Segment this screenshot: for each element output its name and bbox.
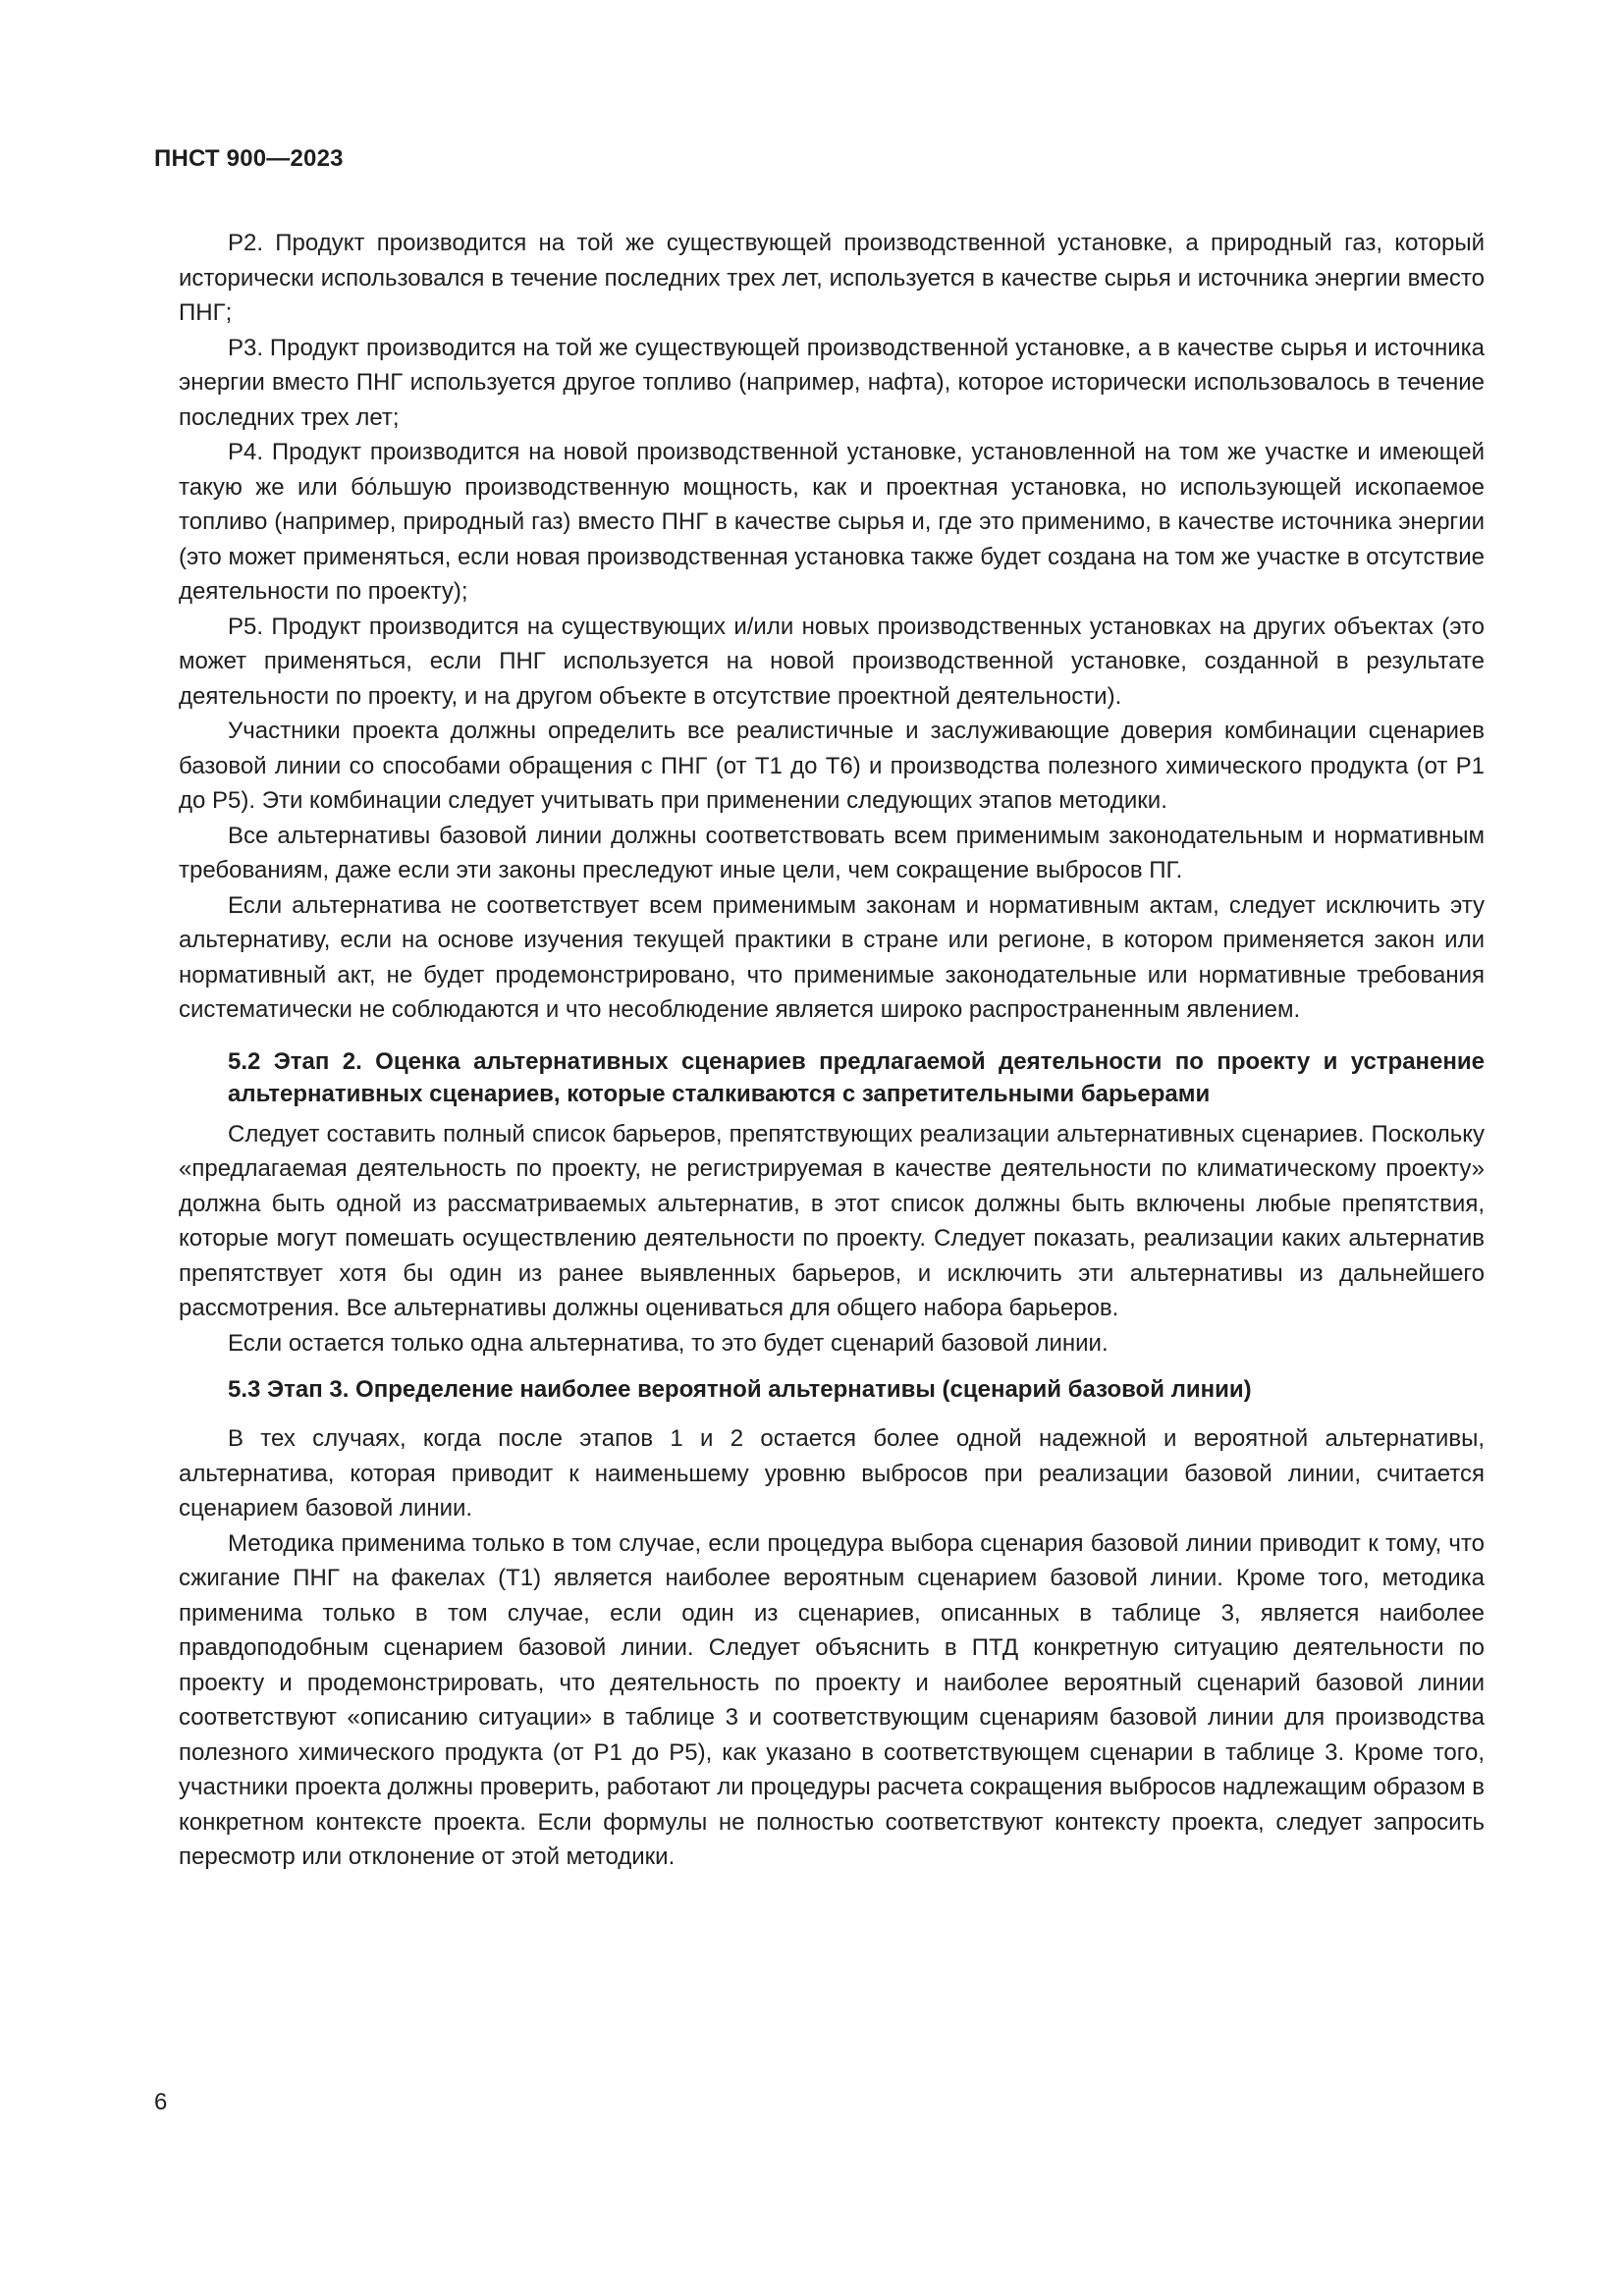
page-number: 6 (154, 2089, 168, 2115)
paragraph-legal-compliance: Все альтернативы базовой линии должны соответствовать всем применимым законодательным и нормативным требованиям, даже если эти законы преследуют иные цели, чем сокращение выбросов ПГ. (179, 822, 1485, 883)
paragraph-p3: Р3. Продукт производится на той же существующей производственной установке, а в качестве сырья и источника энергии вместо ПНГ используется другое топливо (например, нафта), которое исторически использовалось в течение последних трех лет; (179, 334, 1485, 431)
section-heading-5-2: 5.2 Этап 2. Оценка альтернативных сценариев предлагаемой деятельности по проекту и устранение альтернативных сценариев, которые сталкиваются с запретительными барьерами (228, 1047, 1485, 1107)
paragraph-barriers-list: Следует составить полный список барьеров, препятствующих реализации альтернативных сценариев. Поскольку «предлагаемая деятельность по проекту, не регистрируемая в качестве деятельности по климатическому проекту» должна быть одной из рассматриваемых альтернатив, в этот список должны быть включены любые препятствия, которые могут помешать осуществлению деятельности по проекту. Следует показать, реализации каких альтернатив препятствует хотя бы один из ранее выявленных барьеров, и исключить эти альтернативы из дальнейшего рассмотрения. Все альтернативы должны оцениваться для общего набора барьеров. (179, 1120, 1485, 1321)
paragraph-p2: Р2. Продукт производится на той же существующей производственной установке, а природный газ, который исторически использовался в течение последних трех лет, используется в качестве сырья и источника энергии вместо ПНГ; (179, 230, 1485, 326)
paragraph-single-alternative: Если остается только одна альтернатива, то это будет сценарий базовой линии. (228, 1329, 1109, 1357)
paragraph-combinations: Участники проекта должны определить все реалистичные и заслуживающие доверия комбинации сценариев базовой линии со способами обращения с ПНГ (от Т1 до Т6) и производства полезного химического продукта (от Р1 до Р5). Эти комбинации следует учитывать при применении следующих этапов методики. (179, 718, 1485, 814)
paragraph-lowest-emissions: В тех случаях, когда после этапов 1 и 2 остается более одной надежной и вероятной альтернативы, альтернатива, которая приводит к наименьшему уровню выбросов при реализации базовой линии, считается сценарием базовой линии. (179, 1425, 1485, 1522)
paragraph-p5: Р5. Продукт производится на существующих и/или новых производственных установках на других объектах (это может применяться, если ПНГ используется на новой производственной установке, созданной в результате деятельности по проекту, и на другом объекте в отсутствие проектной деятельности). (179, 613, 1485, 710)
paragraph-noncompliance: Если альтернатива не соответствует всем применимым законам и нормативным актам, следует исключить эту альтернативу, если на основе изучения текущей практики в стране или регионе, в котором применяется закон или нормативный акт, не будет продемонстрировано, что применимые законодательные или нормативные требования систематически не соблюдаются и что несоблюдение является широко распространенным явлением. (179, 891, 1485, 1023)
paragraph-p4: Р4. Продукт производится на новой производственной установке, установленной на том же участке и имеющей такую же или бо́льшую производственную мощность, как и проектная установка, но использующей ископаемое топливо (например, природный газ) вместо ПНГ в качестве сырья и, где это применимо, в качестве источника энергии (это может применяться, если новая производственная установка также будет создана на том же участке в отсутствие деятельности по проекту); (179, 439, 1485, 605)
document-code-header: ПНСТ 900—2023 (154, 145, 344, 172)
document-body (179, 226, 1485, 1875)
paragraph-methodology-applicability: Методика применима только в том случае, если процедура выбора сценария базовой линии приводит к тому, что сжигание ПНГ на факелах (Т1) является наиболее вероятным сценарием базовой линии. Кроме того, методика применима только в том случае, если один из сценариев, описанных в таблице 3, является наиболее правдоподобным сценарием базовой линии. Следует объяснить в ПТД конкретную ситуацию деятельности по проекту и продемонстрировать, что деятельность по проекту и наиболее вероятный сценарий базовой линии соответствуют «описанию ситуации» в таблице 3 и соответствующим сценариям базовой линии для производства полезного химического продукта (от Р1 до Р5), как указано в соответствующем сценарии в таблице 3. Кроме того, участники проекта должны проверить, работают ли процедуры расчета сокращения выбросов надлежащим образом в конкретном контексте проекта. Если формулы не полностью соответствуют контексту проекта, следует запросить пересмотр или отклонение от этой методики. (179, 1529, 1485, 1870)
section-heading-5-3: 5.3 Этап 3. Определение наиболее вероятной альтернативы (сценарий базовой линии) (228, 1376, 1252, 1403)
